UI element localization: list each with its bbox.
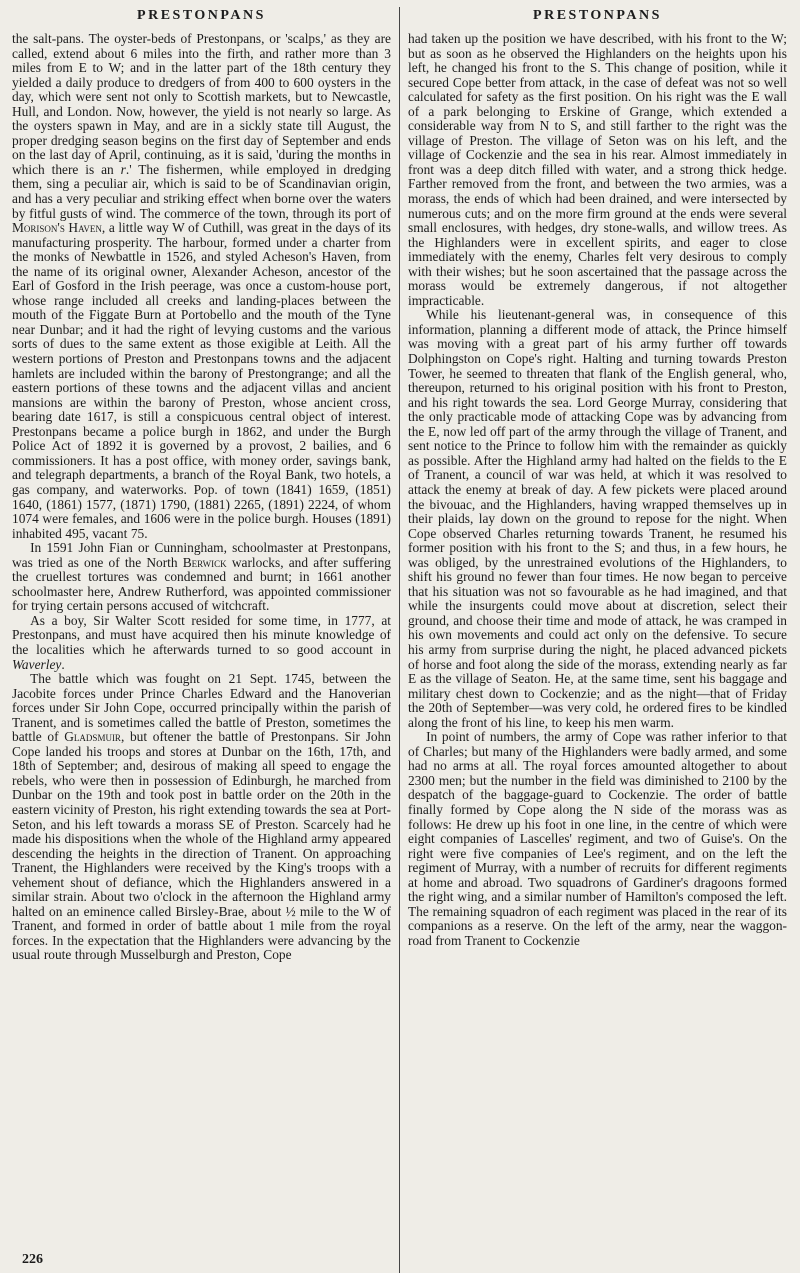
text-run: had taken up the position we have described, with his front to the W; but as soon as he observed the Highlanders on the heights upon his left, he changed his front to the S. This change of position, while it secured Cope better from attack, in the case of defeat was not so well calculated for safety as the first position. On his right was the E wall of a park belonging to Erskine of Grange, which extended a considerable way from N to S, and still farther to the right was the village of Preston. The village of Seton was on his left, and the village of Cockenzie and the sea in his rear. Almost immediately in front was a deep ditch filled with water, and a strong thick hedge. Farther removed from the front, and between the two armies, was a morass, the ends of which had been drained, and were intersected by numerous cuts; and on the more firm ground at the ends were several small enclosures, with hedges, dry stone-walls, and willow trees. As the Highlanders were in excellent spirits, and eager to close immediately with the enemy, Charles felt very desirous to comply with their wishes; but he soon ascertained that the passage across the morass would be extremely dangerous, if not altogether impracticable. [408, 31, 787, 308]
page-number: 226 [22, 1252, 43, 1267]
text-run: , a little way W of Cuthill, was great in the days of its manufacturing prosperity. The harbour, formed under a charter from the monks of Newbattle in 1526, and styled Acheson's Haven, from the name of its original owner, Alexander Acheson, ancestor of the Earl of Gosford in the Irish peerage, was once a custom-house port, whose range included all creeks and landing-places between the mouth of the Figgate Burn at Portobello and the mouth of the Tyne near Dunbar; and it had the right of levying customs and the various sorts of dues to the same extent as those exigible at Leith. All the western portions of Preston and Prestonpans towns and the adjacent hamlets are included within the barony of Prestongrange; and all the eastern portions of these towns and the adjacent villas and ancient mansions are within the barony of Preston, whose ancient cross, bearing date 1617, is still a conspicuous central object of interest. Prestonpans became a police burgh in 1862, and under the Burgh Police Act of 1892 it is governed by a provost, 2 bailies, and 6 commissioners. It has a post office, with money order, savings bank, and telegraph departments, a branch of the Royal Bank, two hotels, a gas company, and waterworks. Pop. of town (1841) 1659, (1851) 1640, (1861) 1577, (1871) 1790, (1881) 2265, (1891) 2224, of whom 1074 were females, and 1606 were in the police burgh. Houses (1891) inhabited 495, vacant 75. [12, 220, 391, 541]
text-run: , but oftener the battle of Prestonpans. Sir John Cope landed his troops and stores at Dunbar on the 16th, 17th, and 18th of September; and, desirous of making all speed to engage the rebels, who were then in possession of Edinburgh, he marched from Dunbar on the 19th and took post in battle order on the 20th in the eastern vicinity of Preston, his right extending towards the sea at Port-Seton, and his left towards a morass SE of Preston. Scarcely had he made his dispositions when the whole of the Highland army appeared descending the heights in the direction of Tranent. On approaching Tranent, the Highlanders were received by the King's troops with a vehement shout of defiance, which the Highlanders answered in a similar strain. About two o'clock in the afternoon the Highland army halted on an eminence called Birsley-Brae, about ½ mile to the W of Tranent, and formed in order of battle about 1 mile from the royal forces. In the expectation that the Highlanders were advancing by the usual route through Musselburgh and Preston, Cope [12, 729, 391, 963]
text-run: . [61, 656, 65, 672]
small-caps-text: Berwick [182, 554, 227, 570]
text-run: In point of numbers, the army of Cope was rather inferior to that of Charles; but many of the Highlanders were badly armed, and some had no arms at all. The royal forces amounted altogether to about 2300 men; but the number in the field was diminished to 2100 by the despatch of the baggage-guard to Cockenzie. The order of battle finally formed by Cope along the N side of the morass was as follows: He drew up his foot in one line, in the centre of which were eight companies of Lascelles' regiment, and two of Guise's. On the right were five companies of Lee's regiment, and on the left the regiment of Murray, with a number of recruits for different regiments at home and abroad. Two squadrons of Gardiner's dragoons formed the right wing, and a similar number of Hamilton's composed the left. The remaining squadron of each regiment was placed in the rear of its companions as a reserve. On the left of the army, near the waggon-road from Tranent to Cockenzie [408, 729, 787, 948]
left-column [12, 7, 391, 1273]
column-divider-rule [399, 7, 400, 1273]
italic-text: r [120, 161, 126, 177]
paragraph [12, 614, 391, 672]
paragraph [408, 32, 787, 308]
right-column [408, 7, 787, 1273]
paragraph [12, 541, 391, 614]
paragraph [408, 308, 787, 730]
left-running-header: PRESTONPANS [137, 8, 266, 23]
text-run: As a boy, Sir Walter Scott resided for some time, in 1777, at Prestonpans, and must have acquired then his minute knowledge of the localities which he afterwards turned to so good account in [12, 612, 391, 657]
right-running-header: PRESTONPANS [533, 8, 662, 23]
text-run: In 1591 John Fian or Cunningham, schoolmaster at Prestonpans, was tried as one of the North [12, 540, 391, 570]
two-column-layout [12, 7, 787, 1273]
text-run: .' The fishermen, while employed in dredging them, sing a peculiar air, which is said to be of Scandinavian origin, and has a very peculiar and striking effect when borne over the waters by fitful gusts of wind. The commerce of the town, through its port of [12, 161, 391, 221]
small-caps-text: Gladsmuir [64, 729, 121, 745]
text-run: the salt-pans. The oyster-beds of Prestonpans, or 'scalps,' as they are called, extend about 6 miles into the firth, and rather more than 3 miles from E to W; and in the latter part of the 18th century they yielded a daily produce to dredgers of from 400 to 600 oysters in the day, which were sent not only to Scottish markets, but to Newcastle, Hull, and London. Now, however, the yield is not nearly so large. As the oysters spawn in May, and are in a sickly state till August, the proper dredging season begins on the first day of September and ends on the last day of April, continuing, as it is said, 'during the months in which there is an [12, 31, 391, 177]
italic-text: Waverley [12, 656, 62, 672]
paragraph [408, 730, 787, 948]
small-caps-text: Morison's Haven [12, 220, 102, 236]
right-column-text [408, 32, 787, 948]
text-run: While his lieutenant-general was, in consequence of this information, planning a different mode of attack, the Prince himself was moving with a great part of his army further off towards Dolphingston on Cope's right. Halting and turning towards Preston Tower, he seemed to threaten that flank of the English general, who, thereupon, returned to his original position with his front to Preston, and his right towards the sea. Lord George Murray, considering that the only practicable mode of attacking Cope was by advancing from the E, now led off part of the army through the village of Tranent, and sent notice to the Prince to follow him with the remainder as quickly as possible. After the Highland army had halted on the fields to the E of Tranent, a council of war was held, at which it was resolved to attack the enemy at break of day. A few pickets were placed around the bivouac, and the Highlanders, having wrapped themselves up in their plaids, lay down on the ground to repose for the night. When Cope observed Charles returning towards Tranent, he resumed his former position with his front to the S; and thus, in a few hours, he was obliged, by the unrestrained evolutions of the Highlanders, to shift his ground no fewer than four times. He now began to perceive that his situation was not so favourable as he had imagined, and that while the insurgents could move about at discretion, select their ground, and choose their time and mode of attack, he was cramped in his own movements and could act only on the defensive. To secure his army from surprise during the night, he placed advanced pickets of horse and foot along the side of the morass, extending nearly as far E as the village of Seaton. He, at the same time, sent his baggage and military chest down to Cockenzie; and as the night—that of Friday the 20th of September—was very cold, he ordered fires to be kindled along the front of his line, to keep his men warm. [408, 307, 787, 730]
left-column-text [12, 32, 391, 963]
text-run: The battle which was fought on 21 Sept. 1745, between the Jacobite forces under Prince Charles Edward and the Hanoverian forces under Sir John Cope, occurred principally within the parish of Tranent, and is sometimes called the battle of Preston, sometimes the battle of [12, 671, 391, 745]
text-run: warlocks, and after suffering the cruellest tortures was condemned and burnt; in 1661 another schoolmaster here, Andrew Rutherford, was appointed commissioner for trying certain persons accused of witchcraft. [12, 554, 391, 614]
paragraph [12, 672, 391, 963]
paragraph [12, 32, 391, 541]
